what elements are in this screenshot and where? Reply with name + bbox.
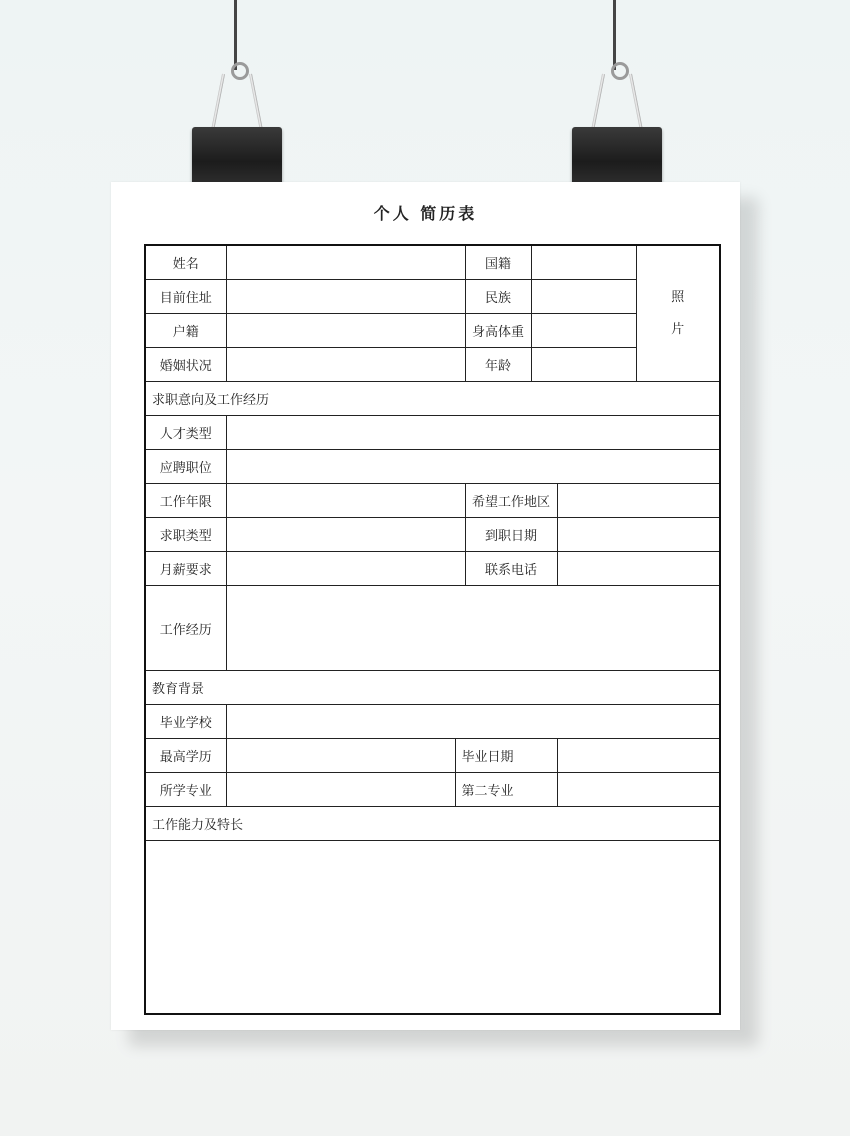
- talent-type-field[interactable]: [226, 416, 720, 450]
- position-label: 应聘职位: [145, 450, 226, 484]
- job-type-field[interactable]: [226, 518, 465, 552]
- second-major-field[interactable]: [557, 773, 720, 807]
- resume-form-table: [144, 244, 721, 1015]
- degree-label: 最高学历: [145, 739, 226, 773]
- photo-box[interactable]: [636, 245, 720, 382]
- name-field[interactable]: [226, 245, 465, 280]
- phone-field[interactable]: [557, 552, 720, 586]
- grad-date-field[interactable]: [557, 739, 720, 773]
- marital-field[interactable]: [226, 348, 465, 382]
- school-field[interactable]: [226, 705, 720, 739]
- ethnicity-label: 民族: [465, 280, 531, 314]
- experience-field[interactable]: [226, 586, 720, 671]
- nationality-field[interactable]: [531, 245, 636, 280]
- start-date-field[interactable]: [557, 518, 720, 552]
- experience-label: 工作经历: [145, 586, 226, 671]
- height-weight-label: 身高体重: [465, 314, 531, 348]
- skills-section-heading: 工作能力及特长: [145, 807, 720, 841]
- start-date-label: 到职日期: [465, 518, 557, 552]
- name-label: 姓名: [145, 245, 226, 280]
- address-label: 目前住址: [145, 280, 226, 314]
- skills-field[interactable]: [145, 841, 720, 1015]
- page-title: 个人 简历表: [373, 204, 478, 223]
- left-binder-clip-icon: [192, 60, 282, 185]
- age-label: 年龄: [465, 348, 531, 382]
- right-binder-clip-icon: [572, 60, 662, 185]
- salary-label: 月薪要求: [145, 552, 226, 586]
- household-label: 户籍: [145, 314, 226, 348]
- resume-paper: [111, 182, 740, 1030]
- major-label: 所学专业: [145, 773, 226, 807]
- years-field[interactable]: [226, 484, 465, 518]
- household-field[interactable]: [226, 314, 465, 348]
- nationality-label: 国籍: [465, 245, 531, 280]
- salary-field[interactable]: [226, 552, 465, 586]
- education-section-heading: 教育背景: [145, 671, 720, 705]
- desired-area-label: 希望工作地区: [465, 484, 557, 518]
- job-type-label: 求职类型: [145, 518, 226, 552]
- talent-type-label: 人才类型: [145, 416, 226, 450]
- ethnicity-field[interactable]: [531, 280, 636, 314]
- years-label: 工作年限: [145, 484, 226, 518]
- height-weight-field[interactable]: [531, 314, 636, 348]
- marital-label: 婚姻状况: [145, 348, 226, 382]
- major-field[interactable]: [226, 773, 455, 807]
- photo-label-bottom: 片: [671, 321, 685, 337]
- second-major-label: 第二专业: [455, 773, 557, 807]
- grad-date-label: 毕业日期: [455, 739, 557, 773]
- address-field[interactable]: [226, 280, 465, 314]
- phone-label: 联系电话: [465, 552, 557, 586]
- age-field[interactable]: [531, 348, 636, 382]
- position-field[interactable]: [226, 450, 720, 484]
- job-section-heading: 求职意向及工作经历: [145, 382, 720, 416]
- desired-area-field[interactable]: [557, 484, 720, 518]
- degree-field[interactable]: [226, 739, 455, 773]
- school-label: 毕业学校: [145, 705, 226, 739]
- photo-label-top: 照: [671, 289, 685, 305]
